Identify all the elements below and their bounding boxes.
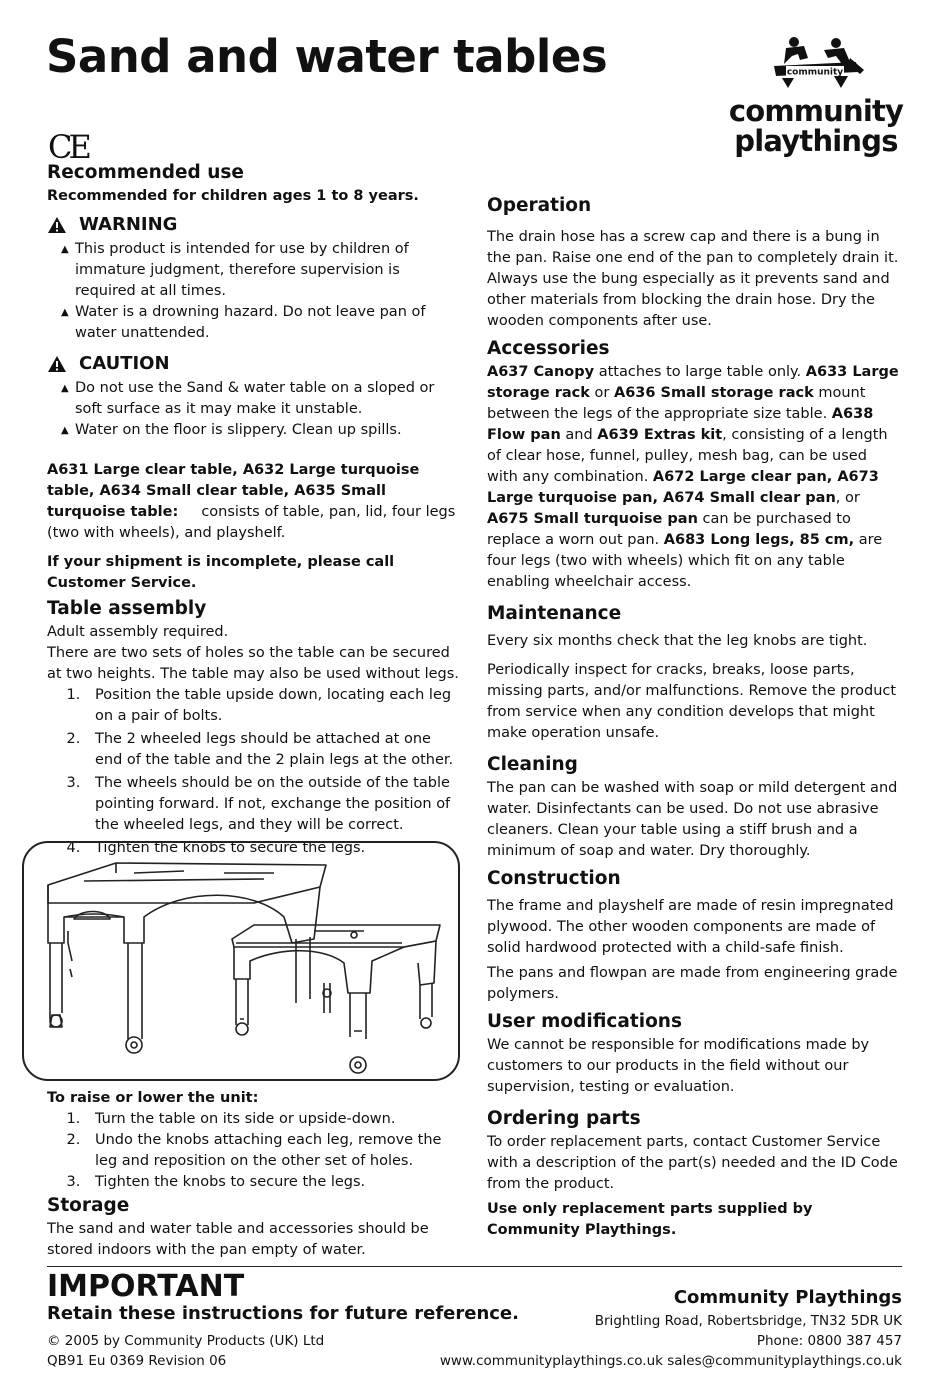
- web-contact-link[interactable]: www.communityplaythings.co.uk sales@communityplaythings.co.uk: [439, 1353, 902, 1369]
- triangle-bullet-icon: ▲: [61, 244, 69, 255]
- cleaning-text: The pan can be washed with soap or mild detergent and water. Disinfectants can be used. Do not use abrasive cleaners. Clean your table using a stiff brush and a minimum of soap and water. Dry thoroughly.: [487, 780, 898, 859]
- maintenance-p2: Periodically inspect for cracks, breaks, loose parts, missing parts, and/or malfunctions. Remove the product from service when any condition develops that might make operation unsafe.: [487, 662, 897, 741]
- assembly-line1: Adult assembly required.: [47, 624, 229, 640]
- part-code: A636 Small storage rack: [613, 385, 814, 401]
- part-code: A683 Long legs, 85 cm,: [663, 532, 855, 548]
- contents-paragraph: A631 Large clear table, A632 Large turquoise table, A634 Small clear table, A635 Small turquoise table: consists of table, pan, lid, four legs (two with wheels), and playshelf.: [47, 462, 456, 541]
- accessories-text: [487, 362, 902, 593]
- assembly-steps: [47, 685, 462, 859]
- company-address: [402, 1285, 902, 1371]
- logo-figures-icon: [764, 36, 868, 94]
- warning-label: WARNING: [79, 214, 178, 235]
- operation-heading: Operation: [487, 195, 592, 216]
- ordering-heading: Ordering parts: [487, 1108, 641, 1129]
- caution-triangle-icon: [47, 355, 67, 373]
- left-column-lower: [47, 1088, 467, 1261]
- list-item: 3. Tighten the knobs to secure the legs.: [85, 1172, 467, 1193]
- list-item: ▲ Do not use the Sand & water table on a sloped or soft surface as it may make it unstable.: [61, 380, 435, 417]
- part-text: , or: [835, 490, 860, 506]
- list-item: 4. Tighten the knobs to secure the legs.: [85, 838, 462, 859]
- svg-text:community: community: [786, 67, 844, 78]
- ce-mark: CE: [48, 128, 88, 166]
- part-text: are four legs (two with wheels) which fit on any table enabling wheelchair access.: [487, 532, 883, 590]
- ordering-bold: Use only replacement parts supplied by Community Playthings.: [487, 1201, 813, 1238]
- list-item: 3. The wheels should be on the outside of the table pointing forward. If not, exchange the position of the wheeled legs, and they will be correct.: [85, 773, 462, 836]
- modifications-heading: User modifications: [487, 1011, 682, 1032]
- left-column: [47, 160, 462, 861]
- maintenance-heading: Maintenance: [487, 603, 622, 624]
- part-code: A638 Flow pan: [487, 406, 874, 443]
- raise-steps: [47, 1109, 467, 1193]
- caution-label: CAUTION: [79, 353, 170, 374]
- warning-triangle-icon: [47, 216, 67, 234]
- part-code: A637 Canopy: [487, 364, 595, 380]
- company-name: Community Playthings: [673, 1287, 902, 1308]
- list-item: ▲ Water is a drowning hazard. Do not leave pan of water unattended.: [61, 304, 426, 341]
- modifications-text: We cannot be responsible for modifications made by customers to our products in the field without our supervision, testing or evaluation.: [487, 1037, 870, 1095]
- document-code: QB91 Eu 0369 Revision 06: [47, 1353, 227, 1369]
- operation-text: The drain hose has a screw cap and there is a bung in the pan. Raise one end of the pan to completely drain it. Always use the bung especially as it prevents sand and other materials from blocking the drain hose. Dry the wooden components after use.: [487, 229, 899, 329]
- warning-heading: [47, 211, 462, 239]
- page-title: Sand and water tables: [46, 30, 608, 83]
- storage-heading: Storage: [47, 1195, 130, 1216]
- address-line: Brightling Road, Robertsbridge, TN32 5DR UK: [594, 1313, 902, 1329]
- ordering-text: To order replacement parts, contact Customer Service with a description of the part(s) needed and the ID Code from the product.: [487, 1134, 898, 1192]
- list-item: ▲ This product is intended for use by children of immature judgment, therefore supervision is required at all times.: [61, 241, 409, 299]
- recommended-heading: Recommended use: [47, 162, 244, 183]
- assembly-heading: Table assembly: [47, 598, 207, 619]
- raise-heading: To raise or lower the unit:: [47, 1090, 259, 1106]
- important-heading: IMPORTANT: [47, 1269, 245, 1304]
- incomplete-notice: If your shipment is incomplete, please call Customer Service.: [47, 554, 395, 591]
- construction-heading: Construction: [487, 868, 621, 889]
- sand-water-table-drawing: [24, 843, 458, 1079]
- part-code: A633 Large storage rack: [487, 364, 899, 401]
- part-text: or: [589, 385, 614, 401]
- caution-list: [47, 378, 462, 441]
- list-item: ▲ Water on the floor is slippery. Clean up spills.: [61, 420, 462, 441]
- part-code: A639 Extras kit: [597, 427, 723, 443]
- part-text: , consisting of a length of clear hose, funnel, pulley, mesh bag, can be used with any combination.: [487, 427, 888, 485]
- construction-p2: The pans and flowpan are made from engineering grade polymers.: [487, 965, 898, 1002]
- assembly-line2: There are two sets of holes so the table can be secured at two heights. The table may also be used without legs.: [47, 645, 459, 682]
- part-text: can be purchased to replace a worn out pan.: [487, 511, 851, 548]
- storage-text: The sand and water table and accessories should be stored indoors with the pan empty of water.: [47, 1221, 429, 1258]
- maintenance-p1: Every six months check that the leg knobs are tight.: [487, 633, 868, 649]
- retain-notice: Retain these instructions for future reference.: [47, 1303, 519, 1324]
- caution-heading: [47, 350, 462, 378]
- logo-text-line1: community: [728, 94, 904, 128]
- accessories-heading: Accessories: [487, 338, 610, 359]
- list-item: 1. Turn the table on its side or upside-down.: [85, 1109, 467, 1130]
- triangle-bullet-icon: ▲: [61, 383, 69, 394]
- triangle-bullet-icon: ▲: [61, 425, 69, 436]
- copyright: © 2005 by Community Products (UK) Ltd: [47, 1333, 325, 1349]
- warning-list: [47, 239, 462, 344]
- company-logo: [726, 36, 906, 156]
- footer-divider: [47, 1266, 902, 1267]
- list-item: 1. Position the table upside down, locating each leg on a pair of bolts.: [85, 685, 462, 727]
- part-code: A672 Large clear pan, A673 Large turquoise pan, A674 Small clear pan: [487, 469, 879, 506]
- part-text: mount between the legs of the appropriate size table.: [487, 385, 866, 422]
- part-text: and: [560, 427, 598, 443]
- construction-p1: The frame and playshelf are made of resin impregnated plywood. The other wooden components are made of solid hardwood protected with a child-safe finish.: [487, 898, 894, 956]
- triangle-bullet-icon: ▲: [61, 307, 69, 318]
- table-illustration: [22, 841, 460, 1081]
- list-item: 2. Undo the knobs attaching each leg, remove the leg and reposition on the other set of holes.: [85, 1130, 467, 1172]
- logo-text-line2: playthings: [734, 124, 898, 158]
- part-text: attaches to large table only.: [594, 364, 806, 380]
- part-code: A675 Small turquoise pan: [487, 511, 698, 527]
- phone-line: Phone: 0800 387 457: [756, 1333, 902, 1349]
- list-item: 2. The 2 wheeled legs should be attached at one end of the table and the 2 plain legs at the other.: [85, 729, 462, 771]
- recommended-text: Recommended for children ages 1 to 8 years.: [47, 188, 419, 204]
- cleaning-heading: Cleaning: [487, 754, 578, 775]
- right-column: [487, 193, 902, 1241]
